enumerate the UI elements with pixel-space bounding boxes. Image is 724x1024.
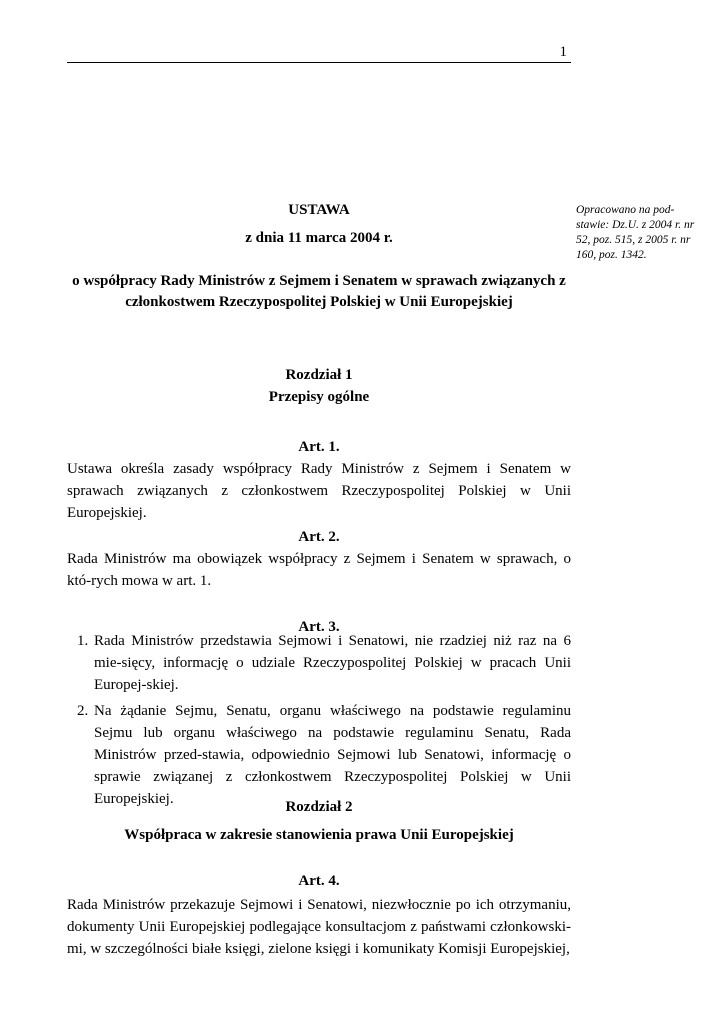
art-4-heading: Art. 4. bbox=[298, 873, 340, 889]
document-date: z dnia 11 marca 2004 r. bbox=[245, 230, 393, 246]
document-title: o współpracy Rady Ministrów z Sejmem i Senatem w sprawach związanych z członkostwem Rzeczypospolitej Polskiej w Unii Europejskiej bbox=[72, 273, 566, 310]
chapter-1-number: Rozdział 1 bbox=[285, 367, 353, 383]
art-4-text: Rada Ministrów przekazuje Sejmowi i Senatowi, niezwłocznie po ich otrzymaniu, dokumenty Unii Europejskiej podlegające konsultacjom z państwami członkowski-mi, w szczególności białe księgi, zielone księgi i komunikaty Komisji Europejskiej, bbox=[67, 897, 571, 957]
list-item-number: 1. bbox=[77, 633, 89, 649]
art-3-heading: Art. 3. bbox=[298, 619, 340, 635]
art-1-heading: Art. 1. bbox=[298, 439, 340, 455]
chapter-2-title: Współpraca w zakresie stanowienia prawa Unii Europejskiej bbox=[124, 827, 514, 843]
art-1-text: Ustawa określa zasady współpracy Rady Ministrów z Sejmem i Senatem w sprawach związanych z członkostwem Rzeczypospolitej Polskiej w Unii Europejskiej. bbox=[67, 461, 571, 521]
list-item bbox=[67, 700, 571, 810]
chapter-1-title: Przepisy ogólne bbox=[268, 389, 370, 405]
art-2-text: Rada Ministrów ma obowiązek współpracy z Sejmem i Senatem w sprawach, o któ-rych mowa w art. 1. bbox=[67, 551, 571, 589]
document-type: USTAWA bbox=[288, 202, 350, 218]
side-note: Opracowano na pod-stawie: Dz.U. z 2004 r. nr 52, poz. 515, z 2005 r. nr 160, poz. 1342. bbox=[576, 204, 695, 261]
art-2-heading: Art. 2. bbox=[298, 529, 340, 545]
art-3-list bbox=[67, 630, 571, 814]
list-item bbox=[67, 630, 571, 696]
page-number: 1 bbox=[559, 44, 567, 60]
list-item-text: Na żądanie Sejmu, Senatu, organu właściwego na podstawie regulaminu Sejmu lub organu właściwego na podstawie regulaminu Senatu, Rada Ministrów przed-stawia, odpowiednio Sejmowi lub Senatowi, informację o sprawie związanej z członkostwem Rzeczypospolitej Polskiej w Unii Europejskiej. bbox=[94, 703, 571, 807]
list-item-text: Rada Ministrów przedstawia Sejmowi i Senatowi, nie rzadziej niż raz na 6 mie-sięcy, informację o udziale Rzeczypospolitej Polskiej w pracach Unii Europej-skiej. bbox=[94, 633, 571, 693]
list-item-number: 2. bbox=[77, 703, 89, 719]
chapter-2-number: Rozdział 2 bbox=[285, 799, 353, 815]
page-header bbox=[67, 42, 571, 63]
